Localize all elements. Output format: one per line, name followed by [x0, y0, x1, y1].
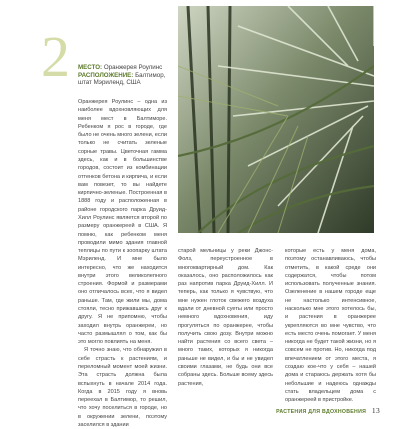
- place-label: МЕСТО:: [78, 64, 103, 71]
- section-title: РАСТЕНИЯ ДЛЯ ВДОХНОВЕНИЯ: [276, 409, 367, 415]
- palm-leaves-photo: [178, 6, 374, 233]
- place-value: Оранжерея Роулинс: [103, 64, 163, 71]
- chapter-number: 2: [41, 24, 70, 89]
- text-column-1: [78, 98, 167, 429]
- page-number: 13: [371, 406, 380, 415]
- location-label: РАСПОЛОЖЕНИЕ:: [78, 71, 134, 79]
- palm-leaves-illustration: [178, 6, 374, 233]
- location-meta: [78, 64, 176, 87]
- page-footer: [270, 407, 380, 416]
- paragraph: которые есть у меня дома, поэтому останавливаюсь, чтобы отметить, в какой среде они содержатся, чтобы потом использовать полученные знания. Озеленение в нашем городе еще не настолько интенсивное, насколько мне этого хотелось бы, и растения в оранжерее укрепляются во мне чувство, что есть место очень помогает. У меня никогда не будет такой жизни, но я совсем не против. Но, никогда под впечатлением от этого места, я создаю кое-что у себя – нашей дома и стараюсь держать хотя бы небольшие и надеюсь однажды стать владельцем дома с оранжереей в пристройке.: [285, 248, 376, 404]
- paragraph: старой мельницы у реки Джонс-Фолз, переустроенное в многоквартирный дом. Как оказалось, оно расположилось как раз напротив парка Друид-Хилл. И теперь, как только я чувствую, что мне нужен глоток свежего воздуха вдали от дневной суеты или просто немного вдохновения, иду прогуляться по оранжерее, чтобы получить свою дозу. Внутри можно найти растения со всего света – много таких, которых я никогда раньше не видел, и бы и не увидел своими глазами, не будь они все собраны здесь. Больше всему здесь растения,: [178, 248, 273, 387]
- paragraph: Оранжерея Роулинс – одна из наиболее вдохновляющих для меня мест в Балтиморе. Ребенком я рос в городе, где было не очень много зелени, если только не считать зеленые сорные травы. Цветочная гамма здесь, как и в большинстве городов, состоит из комбинации оттенков бетона и кирпича, и если вам повезет, то вы найдете кирпично-зеленые. Построенная в 1888 году и расположенная в районе городского парка Друид-Хилл Роулинс является второй по размеру оранжереей в США. Я помню, как ребенком меня проводили мимо здания главной теплицы по пути к зоопарку штата Мэриленд. И мне было интересно, что же находится внутри этого великолепного строения. Формой и размерами оно отличалось всех, что я видел раньше. Там, где жили мы, дома стояли, тесно прижавшись друг к другу. Я не припомню, чтобы заходил внутрь оранжереи, но часто размышлял о том, как бы это могло повлиять на меня.: [78, 99, 167, 346]
- text-column-3: [285, 247, 376, 404]
- location-value: Балтимор, штат Мэриленд, США: [78, 71, 166, 87]
- text-column-2: [178, 247, 273, 388]
- paragraph: Я точно знаю, что обнаружил в себе страсть к растениям, и переломный момент моей жизни. Эта страсть должна была вспыхнуть в начале 2014 года. Когда в 2015 году я вновь переехал в Балтимор, то решил, что хочу поселиться в городе, но в окружении зелени, поэтому заселился в здании: [78, 347, 167, 428]
